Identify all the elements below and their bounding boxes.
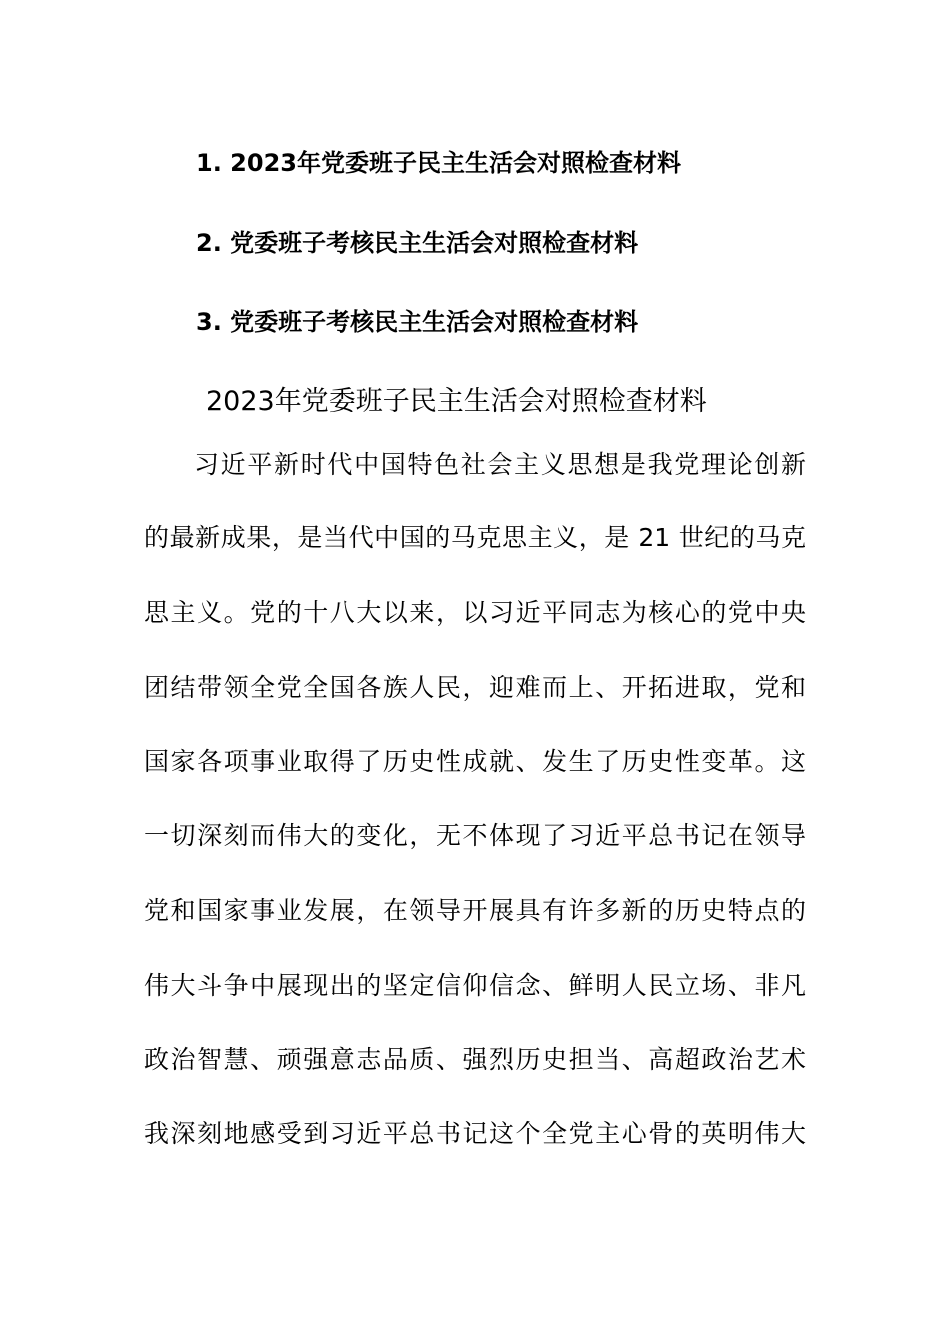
paragraph-line-2: 的最新成果，是当代中国的马克思主义，是 21 世纪的马克 <box>144 523 806 552</box>
paragraph-line-6: 一切深刻而伟大的变化，无不体现了习近平总书记在领导 <box>144 821 806 850</box>
paragraph-line-4: 团结带领全党全国各族人民，迎难而上、开拓进取，党和 <box>144 673 806 702</box>
paragraph-line-10: 我深刻地感受到习近平总书记这个全党主心骨的英明伟大 <box>144 1119 806 1148</box>
paragraph-line-8: 伟大斗争中展现出的坚定信仰信念、鲜明人民立场、非凡 <box>144 971 806 1000</box>
toc-item-3: 3. 党委班子考核民主生活会对照检查材料 <box>196 308 639 336</box>
toc-item-2: 2. 党委班子考核民主生活会对照检查材料 <box>196 229 639 257</box>
paragraph-line-3: 思主义。党的十八大以来，以习近平同志为核心的党中央 <box>144 598 806 627</box>
paragraph-line-1: 习近平新时代中国特色社会主义思想是我党理论创新 <box>194 450 806 479</box>
paragraph-line-9: 政治智慧、顽强意志品质、强烈历史担当、高超政治艺术 <box>144 1045 806 1074</box>
document-title: 2023年党委班子民主生活会对照检查材料 <box>206 386 707 417</box>
paragraph-line-5: 国家各项事业取得了历史性成就、发生了历史性变革。这 <box>144 747 806 776</box>
paragraph-line-7: 党和国家事业发展，在领导开展具有许多新的历史特点的 <box>144 896 806 925</box>
toc-item-1: 1. 2023年党委班子民主生活会对照检查材料 <box>196 149 681 177</box>
